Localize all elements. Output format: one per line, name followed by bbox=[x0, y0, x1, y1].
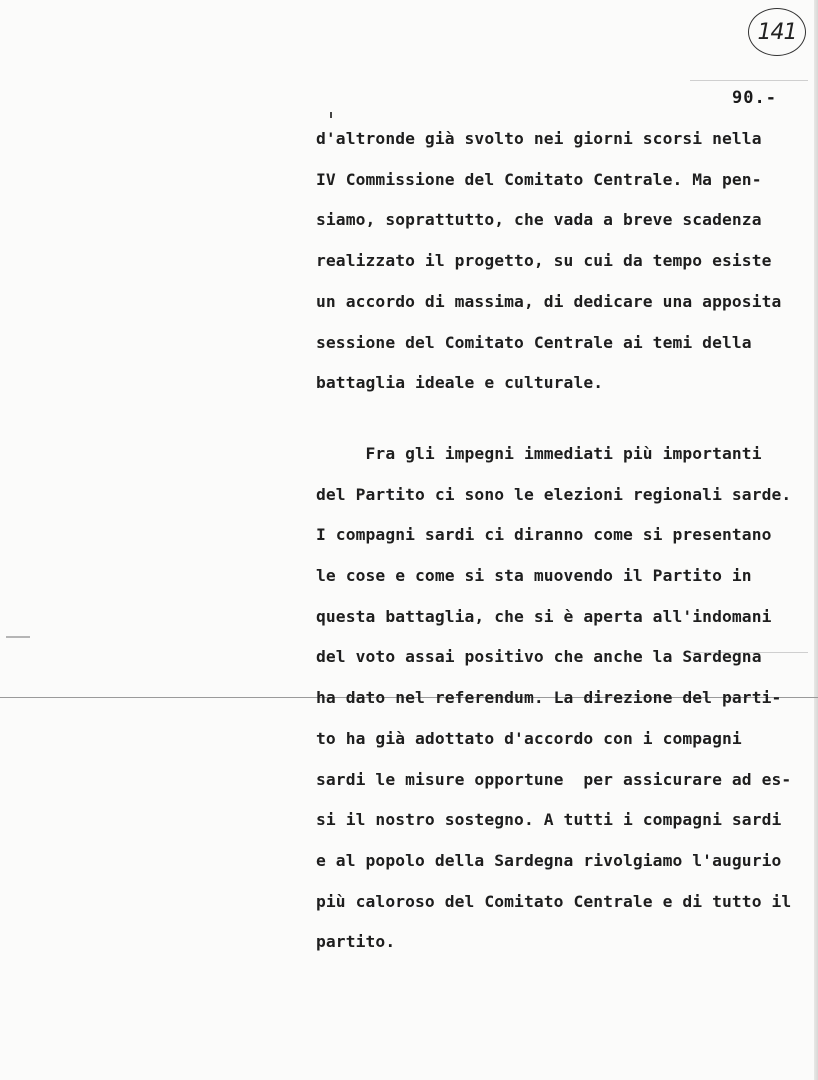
page-number: 90.- bbox=[732, 88, 777, 108]
paragraph-1 bbox=[316, 119, 810, 404]
typing-mark bbox=[330, 112, 332, 118]
text-line: si il nostro sostegno. A tutti i compagni sardi bbox=[316, 810, 782, 830]
text-line: I compagni sardi ci diranno come si presentano bbox=[316, 525, 772, 545]
text-line: un accordo di massima, di dedicare una apposita bbox=[316, 291, 782, 311]
text-line: questa battaglia, che si è aperta all'indomani bbox=[316, 606, 772, 626]
archive-number-stamp bbox=[748, 8, 806, 56]
text-line: del Partito ci sono le elezioni regionali sarde. bbox=[316, 484, 792, 504]
text-line: d'altronde già svolto nei giorni scorsi nella bbox=[316, 129, 762, 148]
typed-text-body bbox=[316, 119, 810, 963]
text-line: sardi le misure opportune per assicurare ad es- bbox=[316, 769, 792, 789]
header-rule bbox=[690, 80, 808, 81]
text-line: più caloroso del Comitato Centrale e di tutto il bbox=[316, 891, 792, 911]
text-line: realizzato il progetto, su cui da tempo esiste bbox=[316, 251, 772, 271]
text-line: siamo, soprattutto, che vada a breve scadenza bbox=[316, 210, 762, 230]
archive-number: 141 bbox=[757, 19, 797, 45]
paragraph-gap bbox=[316, 404, 810, 434]
text-line: to ha già adottato d'accordo con i compagni bbox=[316, 728, 742, 748]
text-line: e al popolo della Sardegna rivolgiamo l'augurio bbox=[316, 850, 782, 870]
text-line: partito. bbox=[316, 932, 396, 952]
page-edge bbox=[814, 0, 818, 1080]
text-line: ha dato nel referendum. La direzione del parti- bbox=[316, 688, 782, 708]
text-line: battaglia ideale e culturale. bbox=[316, 373, 604, 393]
text-line: IV Commissione del Comitato Centrale. Ma pen- bbox=[316, 169, 762, 189]
text-line: sessione del Comitato Centrale ai temi della bbox=[316, 332, 752, 352]
text-line: le cose e come si sta muovendo il Partito in bbox=[316, 566, 752, 586]
text-line: Fra gli impegni immediati più importanti bbox=[316, 443, 762, 463]
text-line: del voto assai positivo che anche la Sardegna bbox=[316, 647, 762, 667]
margin-mark bbox=[6, 636, 30, 638]
paragraph-2 bbox=[316, 434, 810, 963]
